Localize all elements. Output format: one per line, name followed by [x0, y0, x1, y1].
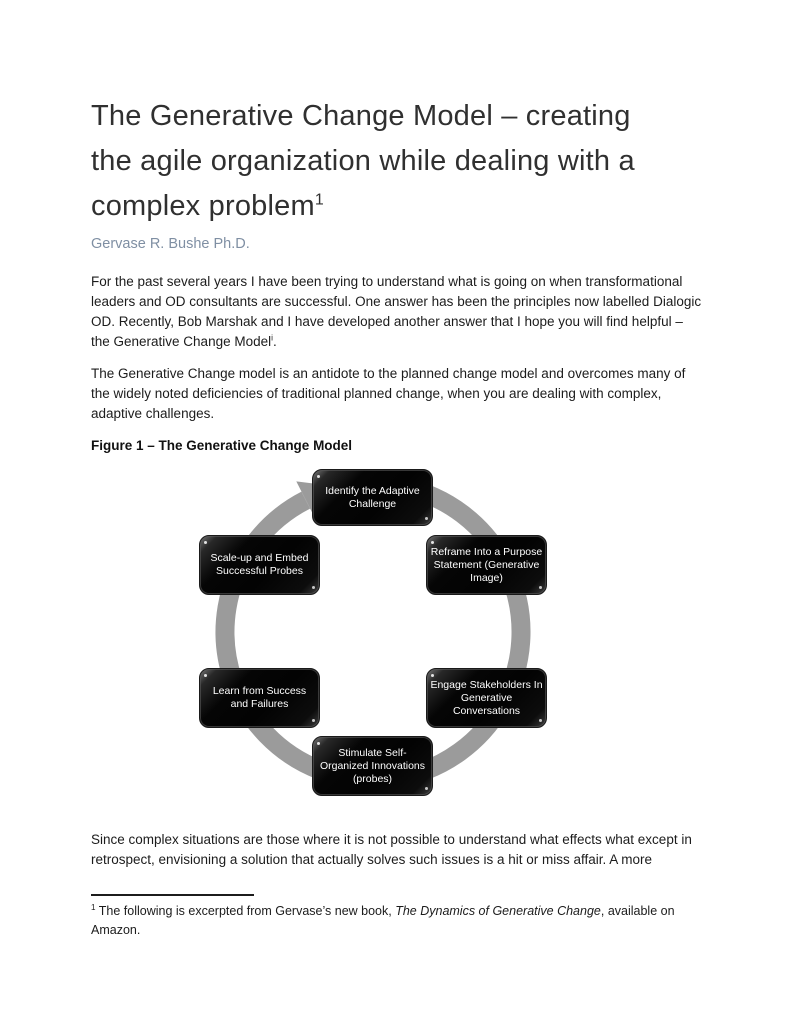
endnote-marker: i [271, 332, 273, 343]
cycle-node-label: Engage Stakeholders In Generative Conversations [430, 678, 543, 717]
paragraph-1 [91, 272, 703, 352]
paragraph-1-period: . [272, 334, 277, 349]
cycle-node-label: Identify the Adaptive Challenge [325, 484, 420, 510]
page-title [91, 94, 703, 229]
footnote-text-after: , available on Amazon. [91, 904, 675, 937]
footnote-text [91, 902, 703, 940]
figure-caption: Figure 1 – The Generative Change Model [91, 438, 353, 453]
cycle-node-stimulate-innovations [312, 736, 433, 796]
paragraph-2: The Generative Change model is an antidote to the planned change model and overcomes many of the widely noted deficiencies of traditional planned change, when you are dealing with complex, adaptive challenges. [91, 366, 686, 421]
cycle-node-identify-challenge [312, 469, 433, 526]
cycle-node-label: Reframe Into a Purpose Statement (Generative Image) [430, 545, 543, 584]
generative-change-cycle-diagram [91, 462, 703, 810]
cycle-node-reframe-purpose [426, 535, 547, 595]
cycle-node-scale-up-embed [199, 535, 320, 595]
cycle-node-label: Stimulate Self-Organized Innovations (probes) [319, 746, 426, 785]
footnote-text-before: The following is excerpted from Gervase’s new book, [95, 904, 396, 918]
author-byline: Gervase R. Bushe Ph.D. [91, 236, 250, 252]
title-footnote-marker: 1 [314, 191, 324, 209]
title-line-3 [91, 184, 703, 229]
title-line-1: The Generative Change Model – creating [91, 100, 631, 132]
cycle-node-label: Scale-up and Embed Successful Probes [210, 552, 309, 577]
page-content [91, 0, 703, 953]
footnote-separator-rule [91, 894, 254, 896]
footnote-book-title: The Dynamics of Generative Change [395, 904, 601, 918]
footnote-marker: 1 [91, 902, 96, 912]
cycle-node-label: Learn from Success and Failures [212, 685, 307, 710]
cycle-node-learn-from-success [199, 668, 320, 728]
paragraph-1-text: For the past several years I have been trying to understand what is going on when transformational leaders and OD consultants are successful. One answer has been the principles now labelled Dialogic OD. Recently, Bob Marshak and I have developed another answer that I hope you will find helpful – the Generative Change Model [91, 274, 702, 349]
title-line-2: the agile organization while dealing with a [91, 145, 635, 177]
paragraph-3: Since complex situations are those where it is not possible to understand what effects what except in retrospect, envisioning a solution that actually solves such issues is a hit or miss affair. A more [91, 832, 692, 867]
title-line-3-text: complex problem [91, 190, 315, 222]
cycle-node-engage-stakeholders [426, 668, 547, 728]
